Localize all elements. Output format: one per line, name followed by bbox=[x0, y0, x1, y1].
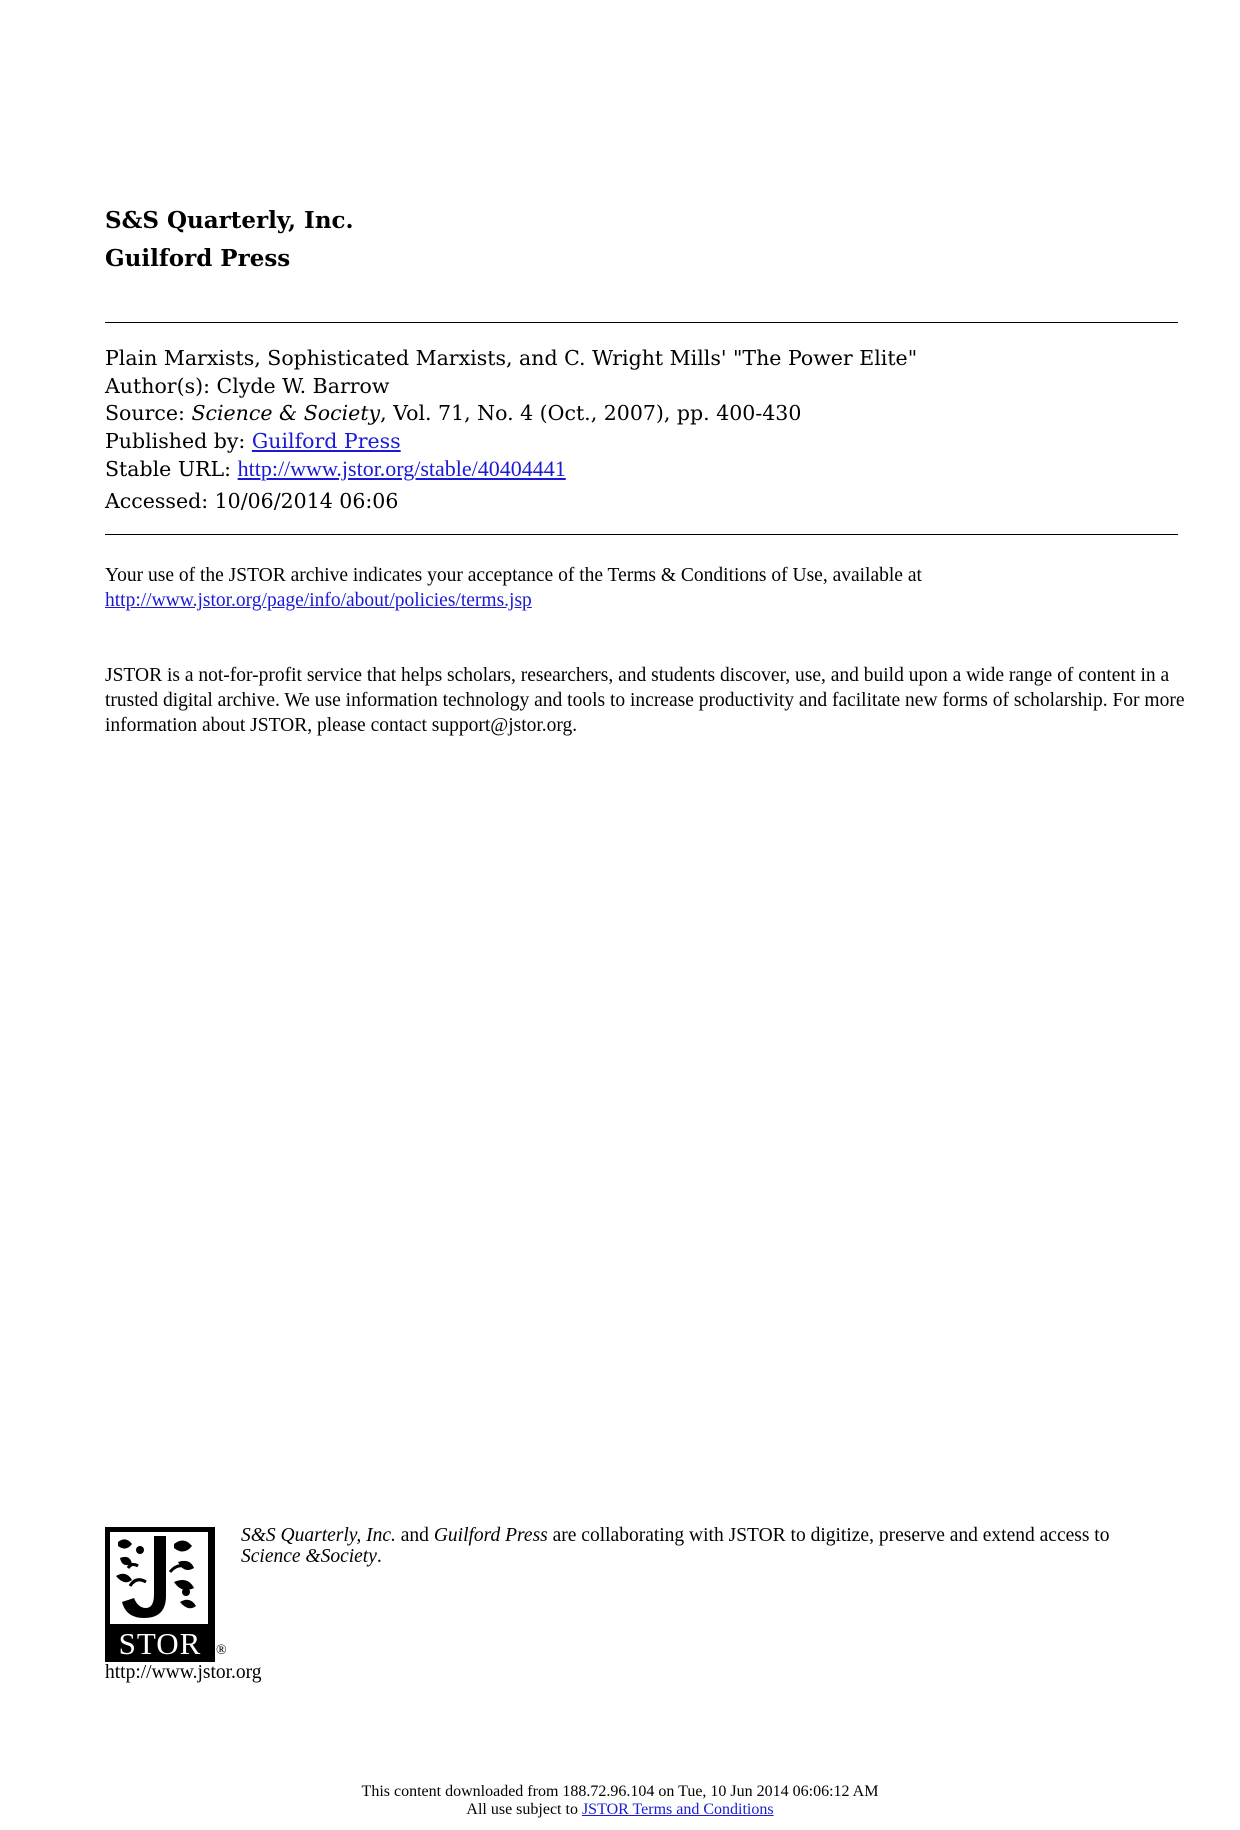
published-by-line bbox=[105, 428, 917, 456]
jstor-ornament-icon bbox=[110, 1532, 208, 1624]
terms-notice bbox=[105, 563, 1180, 613]
collab-publisher-2: Guilford Press bbox=[433, 1525, 548, 1546]
stable-url-label: Stable URL: bbox=[105, 457, 232, 481]
publisher-name: Guilford Press bbox=[105, 245, 291, 272]
source-label: Source: bbox=[105, 401, 185, 425]
source-journal: Science & Society bbox=[191, 401, 381, 425]
jstor-logo-icon bbox=[105, 1527, 215, 1662]
collab-period: . bbox=[376, 1546, 382, 1567]
collaboration-notice bbox=[241, 1525, 1186, 1567]
jstor-logo-text: STOR bbox=[118, 1626, 202, 1661]
download-info: This content downloaded from 188.72.96.104 on Tue, 10 Jun 2014 06:06:12 AM bbox=[361, 1783, 879, 1800]
published-label: Published by: bbox=[105, 428, 246, 453]
terms-text: Your use of the JSTOR archive indicates your acceptance of the Terms & Conditions of Use, available at bbox=[105, 565, 922, 586]
top-divider bbox=[105, 322, 1178, 323]
source-details: , Vol. 71, No. 4 (Oct., 2007), pp. 400-430 bbox=[380, 401, 802, 425]
registered-mark: ® bbox=[216, 1643, 227, 1658]
jstor-url: http://www.jstor.org bbox=[105, 1662, 262, 1683]
author-label: Author(s): bbox=[105, 373, 211, 398]
bottom-divider bbox=[105, 534, 1178, 535]
accessed-line bbox=[105, 488, 917, 516]
jstor-ornament-graphic bbox=[110, 1532, 208, 1624]
source-line bbox=[105, 400, 917, 428]
stable-url-line bbox=[105, 455, 917, 484]
collab-publisher-1: S&S Quarterly, Inc. bbox=[241, 1525, 396, 1546]
article-metadata bbox=[105, 345, 917, 515]
download-footer bbox=[0, 1783, 1240, 1819]
terms-link[interactable]: http://www.jstor.org/page/info/about/policies/terms.jsp bbox=[105, 590, 532, 611]
publisher-link[interactable]: Guilford Press bbox=[251, 428, 401, 453]
author-name: Clyde W. Barrow bbox=[216, 373, 390, 398]
collab-and: and bbox=[395, 1525, 434, 1546]
jstor-about-text: JSTOR is a not-for-profit service that helps scholars, researchers, and students discover, use, and build upon a wide range of content in a trusted digital archive. We use information technology and tools to increase productivity and facilitate new forms of scholarship. For more information about JSTOR, please contact support@jstor.org. bbox=[105, 665, 1185, 736]
stable-url-link[interactable]: http://www.jstor.org/stable/40404441 bbox=[237, 456, 566, 481]
collab-journal: Science &Society bbox=[241, 1546, 377, 1567]
accessed-date: 10/06/2014 06:06 bbox=[214, 488, 399, 513]
terms-footer-prefix: All use subject to bbox=[466, 1801, 582, 1818]
collab-text: are collaborating with JSTOR to digitize, preserve and extend access to bbox=[547, 1525, 1110, 1546]
terms-conditions-link[interactable]: JSTOR Terms and Conditions bbox=[581, 1801, 774, 1818]
publisher-header bbox=[105, 202, 354, 278]
accessed-label: Accessed: bbox=[105, 488, 209, 513]
author-line bbox=[105, 373, 917, 401]
publisher-name: S&S Quarterly, Inc. bbox=[105, 207, 354, 234]
article-title: Plain Marxists, Sophisticated Marxists, and C. Wright Mills' "The Power Elite" bbox=[105, 346, 918, 370]
terms-footer-line bbox=[0, 1801, 1240, 1819]
